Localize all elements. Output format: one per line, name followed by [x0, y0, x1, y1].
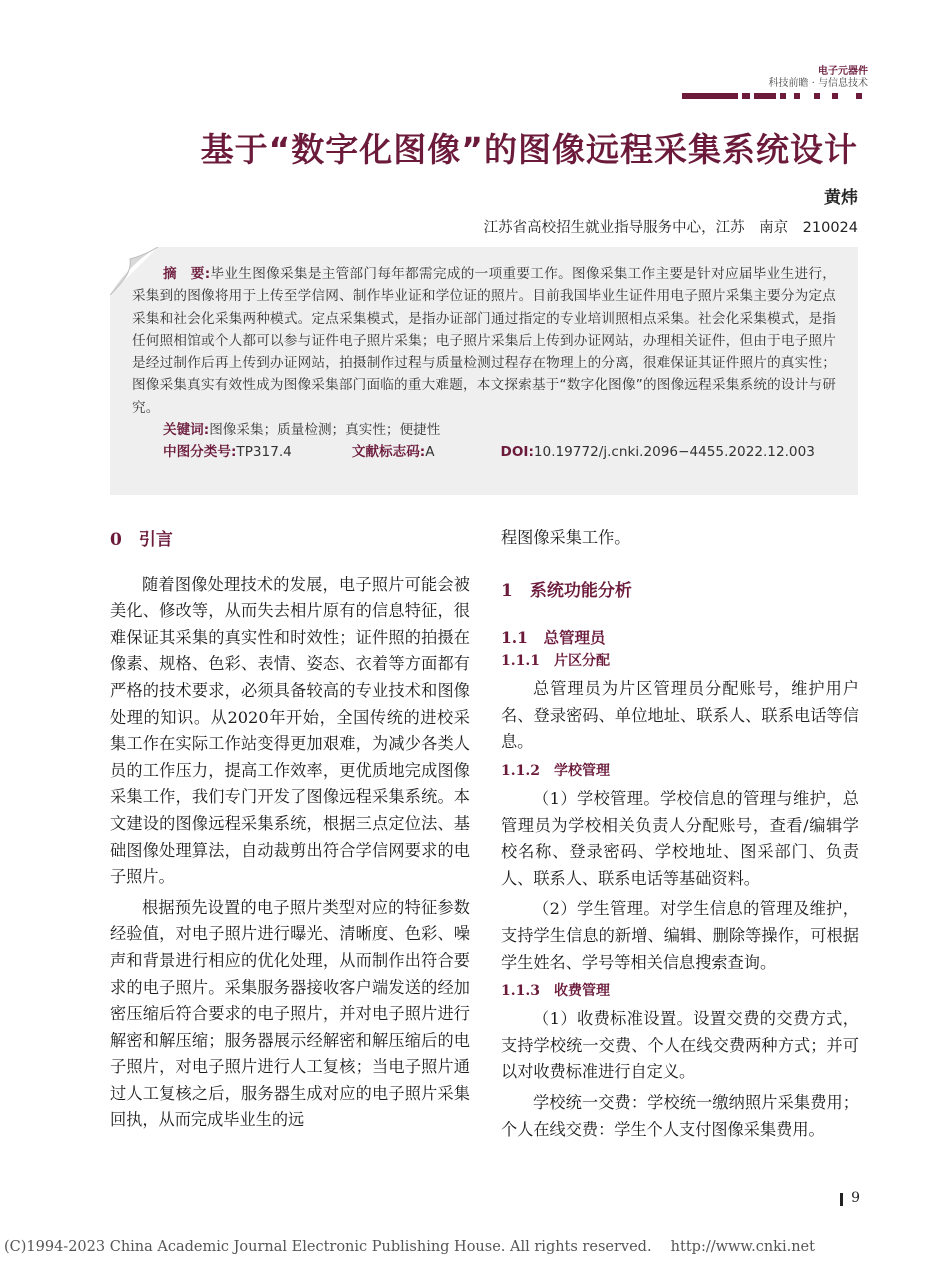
doi-value: 10.19772/j.cnki.2096−4455.2022.12.003 [533, 444, 815, 461]
classification [132, 441, 836, 463]
paper-title: 基于“数字化图像”的图像远程采集系统设计 [200, 130, 858, 169]
paragraph-fee-modes: 学校统一交费：学校统一缴纳照片采集费用；个人在线交费：学生个人支付图像采集费用。 [501, 1092, 859, 1139]
journal-header [768, 66, 868, 90]
journal-section: 科技前瞻 · 与信息技术 [768, 78, 868, 89]
keywords-label: 关键词: [163, 422, 210, 439]
keywords [132, 419, 836, 441]
right-column [501, 525, 859, 1143]
left-column [110, 525, 470, 1134]
paragraph-fee-standard: （1）收费标准设置。设置交费的交费方式，支持学校统一交费、个人在线交费两种方式；并可以对收费标准进行自定义。 [501, 1009, 859, 1082]
clc-value: TP317.4 [236, 444, 292, 461]
page-curl-decoration [110, 247, 158, 295]
affiliation: 江苏省高校招生就业指导服务中心，江苏 南京 210024 [483, 220, 858, 236]
author: 黄炜 [824, 188, 858, 208]
subsection-heading-1-1-1: 1.1.1 片区分配 [501, 653, 610, 670]
keywords-value: 图像采集；质量检测；真实性；便捷性 [209, 422, 441, 439]
copyright-footer: (C)1994-2023 China Academic Journal Electronic Publishing House. All rights reserved. http://www.cnki.net [4, 1239, 815, 1255]
doc-code-label: 文献标志码: [351, 444, 426, 461]
subsection-heading-1-1-3: 1.1.3 收费管理 [501, 983, 610, 1000]
section-heading-1: 1 系统功能分析 [501, 580, 632, 601]
paragraph-school-mgmt: （1）学校管理。学校信息的管理与维护，总管理员为学校相关负责人分配账号，查看/编辑学校名称、登录密码、学校地址、图采部门、负责人、联系人、联系电话等基础资料。 [501, 788, 859, 888]
page-number-bar [840, 1193, 843, 1206]
abstract-box [110, 247, 858, 495]
abstract-body: 毕业生图像采集是主管部门每年都需完成的一项重要工作。图像采集工作主要是针对应届毕业生进行，采集到的图像将用于上传至学信网、制作毕业证和学位证的照片。目前我国毕业生证件用电子照片采集主要分为定点采集和社会化采集两种模式。定点采集模式，是指办证部门通过指定的专业培训照相点采集。社会化采集模式，是指任何照相馆或个人都可以参与证件电子照片采集；电子照片采集后上传到办证网站，办理相关证件，但由于电子照片是经过制作后再上传到办证网站，拍摄制作过程与质量检测过程存在物理上的分离，很难保证其证件照片的真实性；图像采集真实有效性成为图像采集部门面临的重大难题，本文探索基于“数字化图像”的图像远程采集系统的设计与研究。 [132, 266, 837, 416]
journal-name: 电子元器件 [818, 66, 868, 77]
clc-label: 中图分类号: [163, 444, 237, 461]
abstract-text [132, 263, 836, 419]
section-heading-intro: 0 引言 [110, 530, 173, 550]
intro-paragraph-2: 根据预先设置的电子照片类型对应的特征参数经验值，对电子照片进行曝光、清晰度、色彩、噪声和背景进行相应的优化处理，从而制作出符合要求的电子照片。采集服务器接收客户端发送的经加密压缩后符合要求的电子照片，并对电子照片进行解密和解压缩；服务器展示经解密和解压缩后的电子照片，对电子照片进行人工复核；当电子照片通过人工复核之后，服务器生成对应的电子照片采集回执，从而完成毕业生的远 [110, 897, 470, 1130]
doc-code-value: A [425, 444, 435, 461]
subsection-heading-1-1-2: 1.1.2 学校管理 [501, 762, 610, 779]
paragraph-region-assign: 总管理员为片区管理员分配账号，维护用户名、登录密码、单位地址、联系人、联系电话等信息。 [501, 679, 859, 752]
doi-label: DOI: [500, 444, 534, 461]
subsection-heading-1-1: 1.1 总管理员 [501, 628, 606, 648]
continued-text: 程图像采集工作。 [501, 528, 631, 547]
header-decoration [682, 93, 870, 101]
abstract-label: 摘 要: [163, 266, 211, 282]
page-number: 9 [851, 1190, 860, 1206]
paragraph-student-mgmt: （2）学生管理。对学生信息的管理及维护，支持学生信息的新增、编辑、删除等操作，可根据学生姓名、学号等相关信息搜索查询。 [501, 899, 859, 972]
intro-paragraph-1: 随着图像处理技术的发展，电子照片可能会被美化、修改等，从而失去相片原有的信息特征，很难保证其采集的真实性和时效性；证件照的拍摄在像素、规格、色彩、表情、姿态、衣着等方面都有严格的技术要求，必须具备较高的专业技术和图像处理的知识。从2020年开始，全国传统的进校采集工作在实际工作站变得更加艰难，为减少各类人员的工作压力，提高工作效率，更优质地完成图像采集工作，我们专门开发了图像远程采集系统。本文建设的图像远程采集系统，根据三点定位法、基础图像处理算法，自动裁剪出符合学信网要求的电子照片。 [110, 574, 470, 887]
